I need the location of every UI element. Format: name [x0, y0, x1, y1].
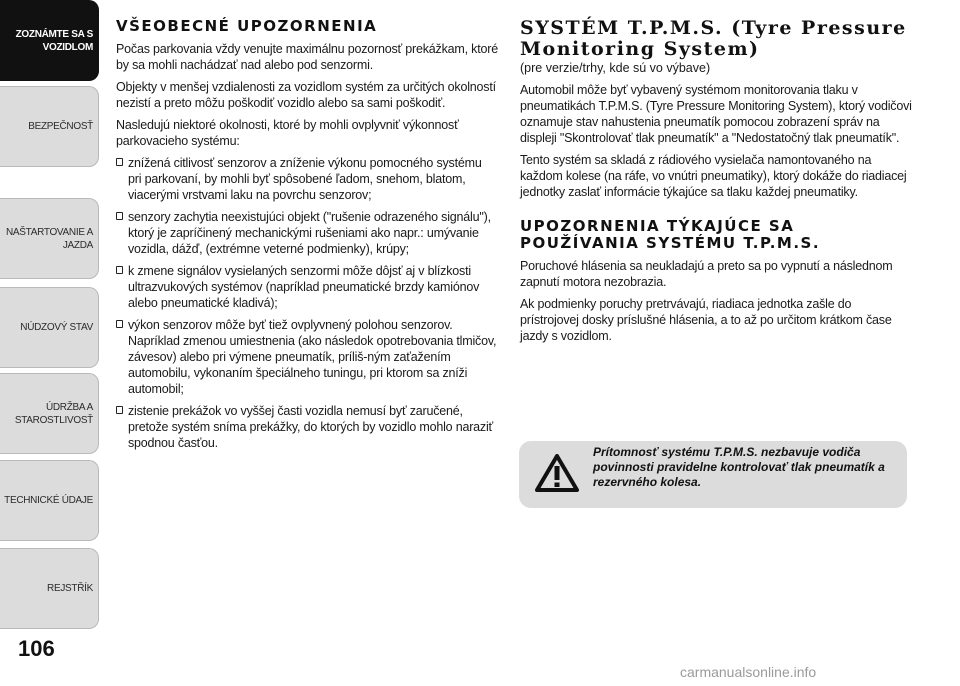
tab-zoznamte-sa-s-vozidlom[interactable]: ZOZNÁMTE SA S VOZIDLOM: [0, 0, 99, 81]
tpms-title: SYSTÉM T.P.M.S. (Tyre Pressure Monitoring System): [520, 17, 907, 60]
warning-text: Prítomnosť systému T.P.M.S. nezbavuje vodiča povinnosti pravidelne kontrolovať tlak pneumatík a rezervného kolesa.: [593, 445, 885, 489]
tab-udrzba-a-starostlivost[interactable]: ÚDRŽBA A STAROSTLIVOSŤ: [0, 373, 99, 454]
general-warnings-heading: VŠEOBECNÉ UPOZORNENIA: [116, 17, 378, 35]
page-number: 106: [18, 636, 55, 661]
warning-box: [519, 441, 907, 508]
tab-nastartovanie-a-jazda[interactable]: NAŠTARTOVANIE A JAZDA: [0, 198, 99, 279]
chapter-sidebar: [0, 0, 101, 640]
paragraph: Automobil môže byť vybavený systémom monitorovania tlaku v pneumatikách T.P.M.S. (Tyre Pressure Monitoring System), ktorý vodičovi oznamuje stav nahustenia pneumatík pomocou zobrazení správ na displeji "Skontrolovať tlak pneumatík" a "Nedostatočný tlak pneumatík".: [520, 83, 912, 145]
list-item: výkon senzorov môže byť tiež ovplyvnený polohou senzorov. Napríklad zmenou umiestnenia (ako následok opotrebovania tlmičov, závesov) alebo pri výmene pneumatík, príliš-ným zaťažením automobilu, vykonaním špeciálneho tuningu, pri ktorom sa zníži automobil;: [116, 317, 498, 397]
list-item: zistenie prekážok vo vyššej časti vozidla nemusí byť zaručené, pretože systém sníma prekážky, do ktorých by vozidlo mohlo naraziť spodnou časťou.: [116, 403, 498, 451]
paragraph: Tento systém sa skladá z rádiového vysielača namontovaného na každom kolese (na ráfe, vo vnútri pneumatiky), ktorý dokáže do riadiacej jednotky zaslať informácie týkajúce sa tlaku každej pneumatiky.: [520, 153, 907, 199]
warning-triangle-icon: [535, 454, 579, 492]
conditions-list: [116, 155, 498, 451]
tab-nudzovy-stav[interactable]: NÚDZOVÝ STAV: [0, 287, 99, 368]
paragraph: Ak podmienky poruchy pretrvávajú, riadiaca jednotka zašle do prístrojovej dosky príslušné hlásenia, a to až po určitom krátkom čase jazdy s vozidlom.: [520, 297, 892, 343]
paragraph: Počas parkovania vždy venujte maximálnu pozornosť prekážkam, ktoré by sa mohli nachádzať nad alebo pod senzormi.: [116, 42, 498, 72]
list-item: senzory zachytia neexistujúci objekt ("rušenie odrazeného signálu"), ktorý je zapríčinený mechanickými rušeniami ako napr.: umývanie vozidla, dážď, (extrémne veterné podmienky), krúpy;: [116, 209, 498, 257]
tab-rejstrik[interactable]: REJSTŘÍK: [0, 548, 99, 629]
list-item: znížená citlivosť senzorov a zníženie výkonu pomocného systému pri parkovaní, by mohli byť spôsobené ľadom, snehom, blatom, viacerými vrstvami laku na povrchu senzorov;: [116, 155, 498, 203]
paragraph: Poruchové hlásenia sa neukladajú a preto sa po vypnutí a následnom zapnutí motora nezobrazia.: [520, 259, 893, 289]
paragraph: Nasledujú niektoré okolnosti, ktoré by mohli ovplyvniť výkonnosť parkovacieho systému:: [116, 118, 459, 148]
right-column: [520, 18, 912, 350]
list-item: k zmene signálov vysielaných senzormi môže dôjsť aj v blízkosti ultrazvukových systémov (napríklad pneumatické brzdy kamiónov alebo pneumatické kladivá);: [116, 263, 498, 311]
tab-bezpecnost[interactable]: BEZPEČNOSŤ: [0, 86, 99, 167]
tpms-subtitle: (pre verzie/trhy, kde sú vo výbave): [520, 61, 711, 75]
left-column: [116, 18, 498, 457]
watermark: carmanualsonline.info: [680, 664, 817, 680]
paragraph: Objekty v menšej vzdialenosti za vozidlom systém za určitých okolností nezistí a preto môžu poškodiť vozidlo alebo sa sami poškodiť.: [116, 80, 496, 110]
tab-technicke-udaje[interactable]: TECHNICKÉ ÚDAJE: [0, 460, 99, 541]
tpms-warnings-heading: UPOZORNENIA TÝKAJÚCE SA POUŽÍVANIA SYSTÉMU T.P.M.S.: [520, 217, 821, 252]
